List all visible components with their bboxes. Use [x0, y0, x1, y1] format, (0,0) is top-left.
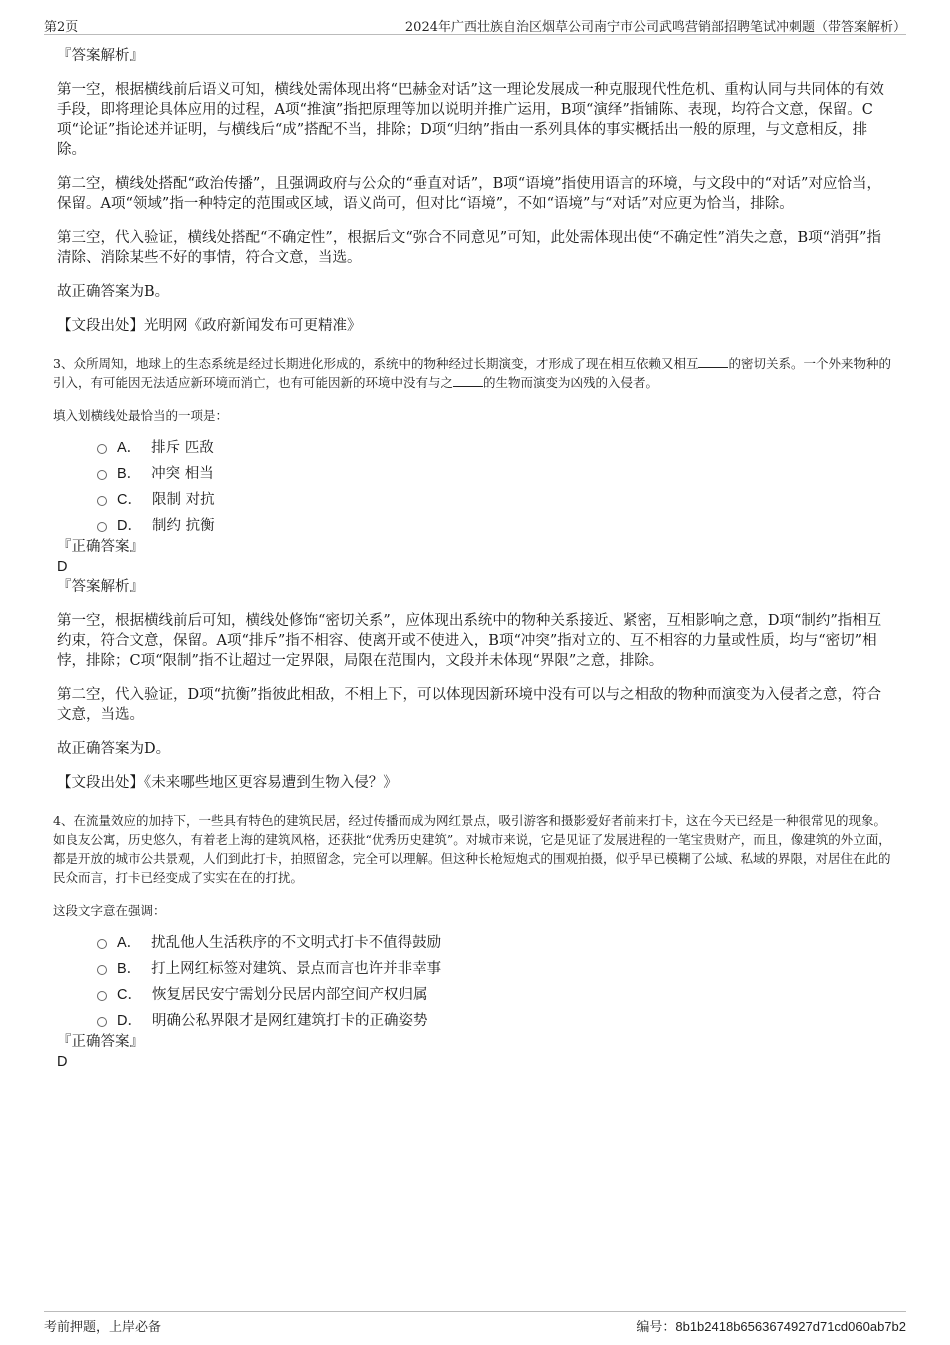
footer-slogan: 考前押题，上岸必备 — [44, 1320, 162, 1335]
q4-option-a[interactable]: A． 扰乱他人生活秩序的不文明式打卡不值得鼓励 — [97, 928, 895, 954]
q4-prompt: 这段文字意在强调： — [53, 903, 166, 918]
q3-prompt: 填入划横线处最恰当的一项是： — [53, 408, 229, 423]
radio-icon[interactable] — [97, 1017, 107, 1027]
q3-analysis-label: 『答案解析』 — [57, 579, 144, 595]
q3-question-text: 3、众所周知，地球上的生态系统是经过长期进化形成的，系统中的物种经过长期演变，才形成了现在相互依赖又相互 的密切关系。一个外来物种的引入，有可能因无法适应新环境而消亡，也有可能因新的环境中没有与之 的生物而演变为凶残的入侵者。 — [53, 356, 891, 390]
q4-option-c[interactable]: C． 恢复居民安宁需划分民居内部空间产权归属 — [97, 980, 895, 1006]
radio-icon[interactable] — [97, 939, 107, 949]
q2-analysis-p3: 第三空，代入验证，横线处搭配“不确定性”，根据后文“弥合不同意见”可知，此处需体现出使“不确定性”消失之意，B项“消弭”指清除、消除某些不好的事情，符合文意，当选。 — [57, 230, 881, 266]
q3-correct-answer: D — [57, 559, 68, 575]
q3-correct-label: 『正确答案』 — [57, 539, 144, 555]
q3-analysis-p3: 故正确答案为D。 — [57, 741, 171, 757]
q4-correct-answer: D — [57, 1054, 68, 1070]
q2-analysis-p2: 第二空，横线处搭配“政治传播”，且强调政府与公众的“垂直对话”，B项“语境”指使用语言的环境，与文段中的“对话”对应恰当，保留。A项“领域”指一种特定的范围或区域，语义尚可，但对比“语境”，不如“语境”与“对话”对应更为恰当，排除。 — [57, 176, 881, 212]
q4-option-d[interactable]: D． 明确公私界限才是网红建筑打卡的正确姿势 — [97, 1006, 895, 1032]
q3-option-d[interactable]: D． 制约 抗衡 — [97, 511, 895, 537]
page-footer — [44, 1311, 906, 1335]
q3-source: 【文段出处】《未来哪些地区更容易遭到生物入侵？》 — [57, 775, 398, 791]
q3-options — [97, 433, 895, 537]
q3-option-b[interactable]: B． 冲突 相当 — [97, 459, 895, 485]
q3-option-c[interactable]: C． 限制 对抗 — [97, 485, 895, 511]
radio-icon[interactable] — [97, 522, 107, 532]
page-number: 第2页 — [44, 20, 79, 35]
q3-analysis-p1: 第一空，根据横线前后可知，横线处修饰“密切关系”，应体现出系统中的物种关系接近、紧密，互相影响之意，D项“制约”指相互约束，符合文意，保留。A项“排斥”指不相容、使离开或不使进入，B项“冲突”指对立的、互不相容的力量或性质，均与“密切”相悖，排除；C项“限制”指不让超过一定界限，局限在范围内，文段并未体现“界限”之意，排除。 — [57, 613, 882, 669]
q2-analysis-p4: 故正确答案为B。 — [57, 284, 170, 300]
document-code: 编号：8b1b2418b6563674927d71cd060ab7b2 — [636, 1319, 906, 1334]
radio-icon[interactable] — [97, 470, 107, 480]
radio-icon[interactable] — [97, 991, 107, 1001]
blank-line — [698, 355, 728, 368]
page-header — [44, 16, 906, 35]
q2-source: 【文段出处】光明网《政府新闻发布可更精准》 — [57, 318, 362, 334]
document-title: 2024年广西壮族自治区烟草公司南宁市公司武鸣营销部招聘笔试冲刺题（带答案解析） — [404, 20, 906, 35]
q2-analysis-p1: 第一空，根据横线前后语义可知，横线处需体现出将“巴赫金对话”这一理论发展成一种克服现代性危机、重构认同与共同体的有效手段，即将理论具体应用的过程，A项“推演”指把原理等加以说明并推广运用，B项“演绎”指铺陈、表现，均符合文意，保留。C项“论证”指论述并证明，与横线后“成”搭配不当，排除；D项“归纳”指由一系列具体的事实概括出一般的原理，与文意相反，排除。 — [57, 82, 884, 158]
q4-options — [97, 928, 895, 1032]
q4-option-b[interactable]: B． 打上网红标签对建筑、景点而言也许并非幸事 — [97, 954, 895, 980]
q3-analysis-p2: 第二空，代入验证，D项“抗衡”指彼此相敌，不相上下，可以体现因新环境中没有可以与之相敌的物种而演变为入侵者之意，符合文意，当选。 — [57, 687, 881, 723]
radio-icon[interactable] — [97, 444, 107, 454]
blank-line — [453, 374, 483, 387]
q4-question-text: 4、在流量效应的加持下，一些具有特色的建筑民居，经过传播而成为网红景点，吸引游客和摄影爱好者前来打卡，这在今天已经是一种很常见的现象。如良友公寓，历史悠久，有着老上海的建筑风格，还获批“优秀历史建筑”。对城市来说，它是见证了发展进程的一笔宝贵财产，而且，像建筑的外立面，都是开放的城市公共景观，人们到此打卡，拍照留念，完全可以理解。但这种长枪短炮式的围观拍摄，似乎早已模糊了公域、私域的界限，对居住在此的民众而言，打卡已经变成了实实在在的打扰。 — [53, 813, 891, 885]
q3-option-a[interactable]: A． 排斥 匹敌 — [97, 433, 895, 459]
q4-correct-label: 『正确答案』 — [57, 1034, 144, 1050]
radio-icon[interactable] — [97, 965, 107, 975]
q2-analysis-label: 『答案解析』 — [57, 48, 144, 64]
radio-icon[interactable] — [97, 496, 107, 506]
document-content — [53, 46, 895, 1072]
